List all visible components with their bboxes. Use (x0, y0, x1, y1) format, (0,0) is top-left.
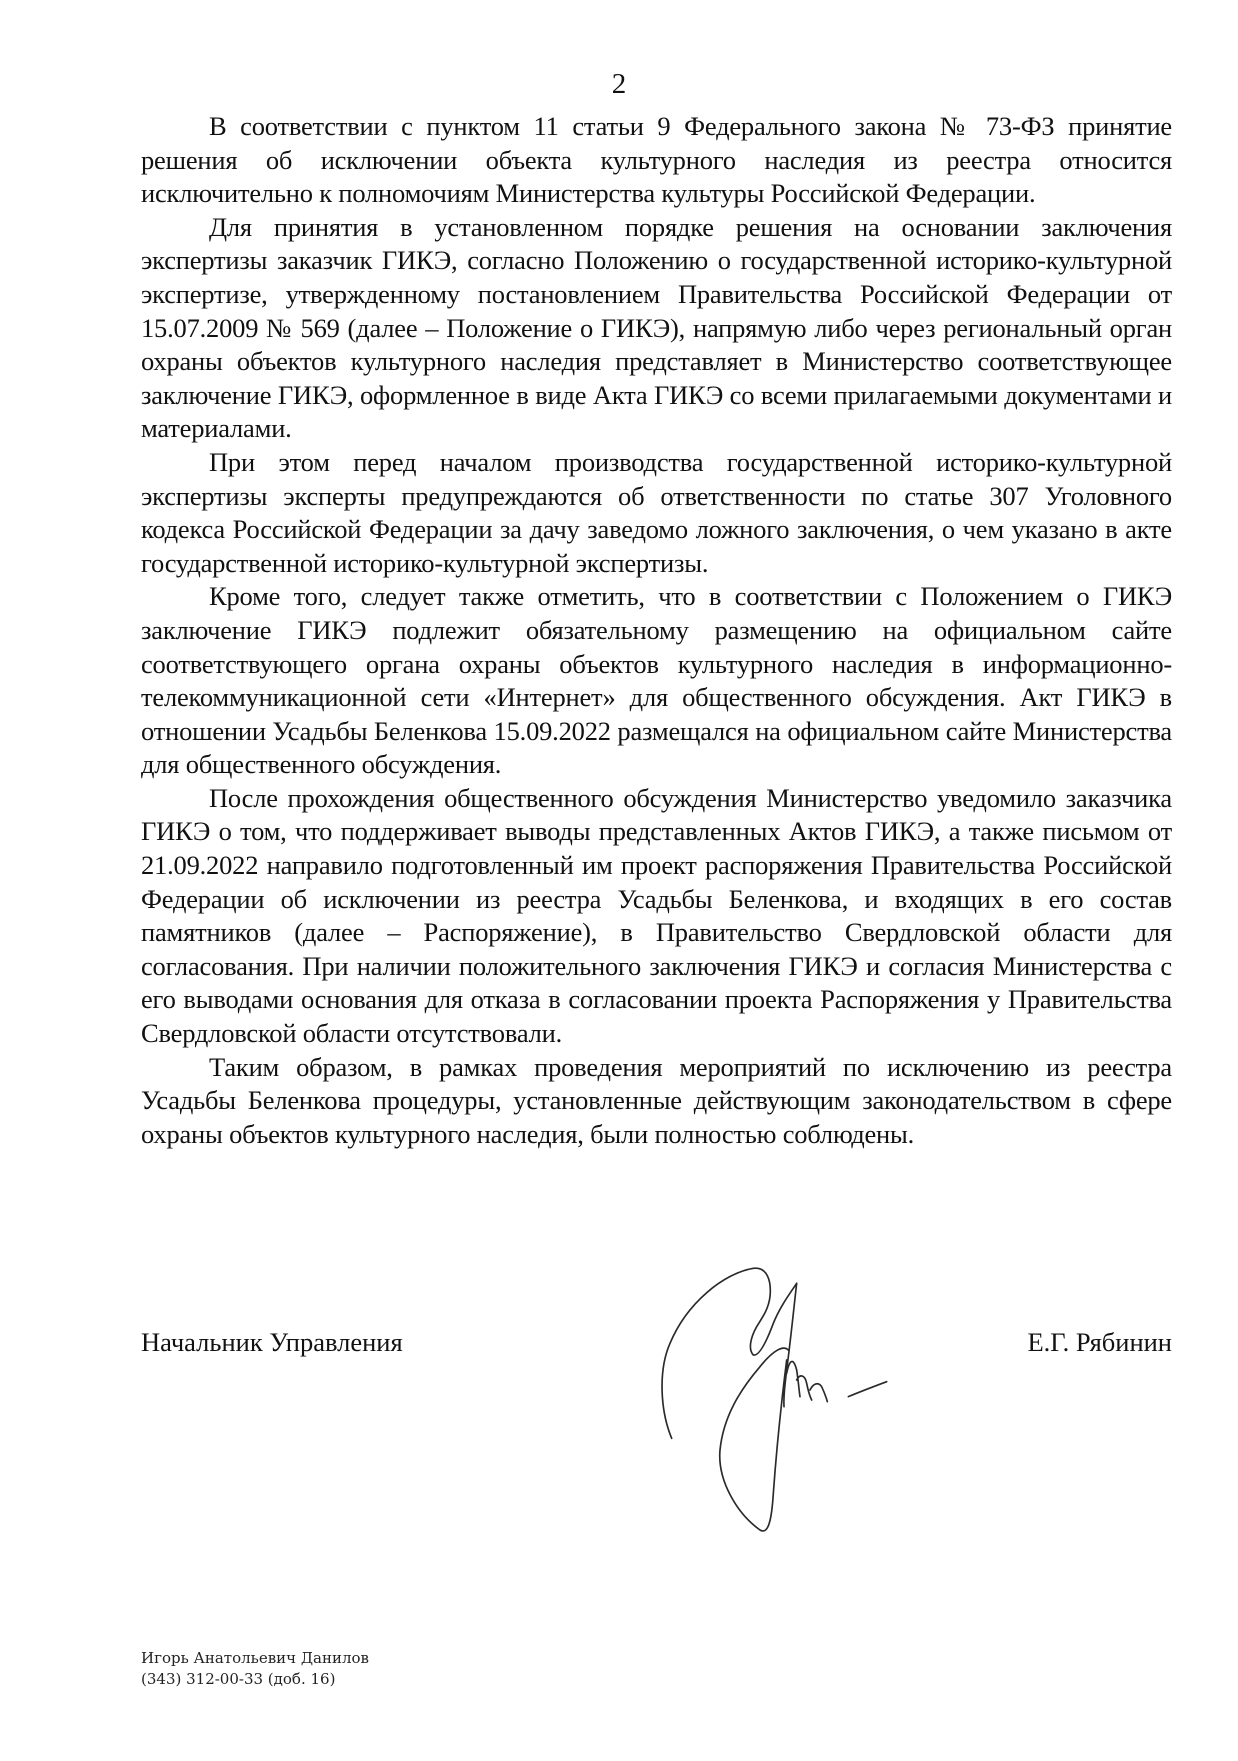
executor-name: Игорь Анатольевич Данилов (141, 1649, 369, 1667)
paragraph-expert-liability: При этом перед началом производства государственной историко-культурной экспертизы эксперты предупреждаются об ответственности по статье 307 Уголовного кодекса Российской Федерации за дачу заведомо ложного заключения, о чем указано в акте государственной историко-культурной экспертизы. (141, 446, 1172, 578)
signatory-name: Е.Г. Рябинин (1027, 1327, 1172, 1357)
signature-letters (787, 1362, 828, 1402)
paragraph-competence: В соответствии с пунктом 11 статьи 9 Федерального закона № 73-ФЗ принятие решения об исключении объекта культурного наследия из реестра относится исключительно к полномочиям Министерства культуры Российской Федерации. (141, 111, 1172, 209)
executor-phone: (343) 312-00-33 (доб. 16) (141, 1670, 336, 1688)
signature-main-loop (720, 1283, 797, 1531)
paragraph-ministry-notice: После прохождения общественного обсуждения Министерство уведомило заказчика ГИКЭ о том, что поддерживает выводы представленных Актов ГИКЭ, а также письмом от 21.09.2022 направило подготовленный им проект распоряжения Правительства Российской Федерации об исключении из реестра Усадьбы Беленкова, и входящих в его состав памятников (далее – Распоряжение), в Правительство Свердловской области для согласования. При наличии положительного заключения ГИКЭ и согласия Министерства с его выводами основания для отказа в согласовании проекта Распоряжения у Правительства Свердловской области отсутствовали. (141, 782, 1172, 1049)
signatory-position: Начальник Управления (141, 1327, 403, 1357)
paragraph-procedure: Для принятия в установленном порядке решения на основании заключения экспертизы заказчик ГИКЭ, согласно Положению о государственной историко-культурной экспертизе, утвержденному постановлением Правительства Российской Федерации от 15.07.2009 № 569 (далее – Положение о ГИКЭ), напрямую либо через региональный орган охраны объектов культурного наследия представляет в Министерство соответствующее заключение ГИКЭ, оформленное в виде Акта ГИКЭ со всеми прилагаемыми документами и материалами. (141, 211, 1172, 444)
paragraph-conclusion: Таким образом, в рамках проведения мероприятий по исключению из реестра Усадьбы Беленкова процедуры, установленные действующим законодательством в сфере охраны объектов культурного наследия, были полностью соблюдены. (141, 1051, 1172, 1149)
executor-contact (141, 1648, 369, 1690)
letter-body (141, 110, 1172, 1151)
handwritten-signature-icon (640, 1260, 900, 1540)
paragraph-public-discussion: Кроме того, следует также отметить, что в соответствии с Положением о ГИКЭ заключение ГИКЭ подлежит обязательному размещению на официальном сайте соответствующего органа охраны объектов культурного наследия в информационно-телекоммуникационной сети «Интернет» для общественного обсуждения. Акт ГИКЭ в отношении Усадьбы Беленкова 15.09.2022 размещался на официальном сайте Министерства для общественного обсуждения. (141, 581, 1172, 780)
page-number: 2 (611, 68, 627, 100)
signature-dash (848, 1382, 886, 1397)
